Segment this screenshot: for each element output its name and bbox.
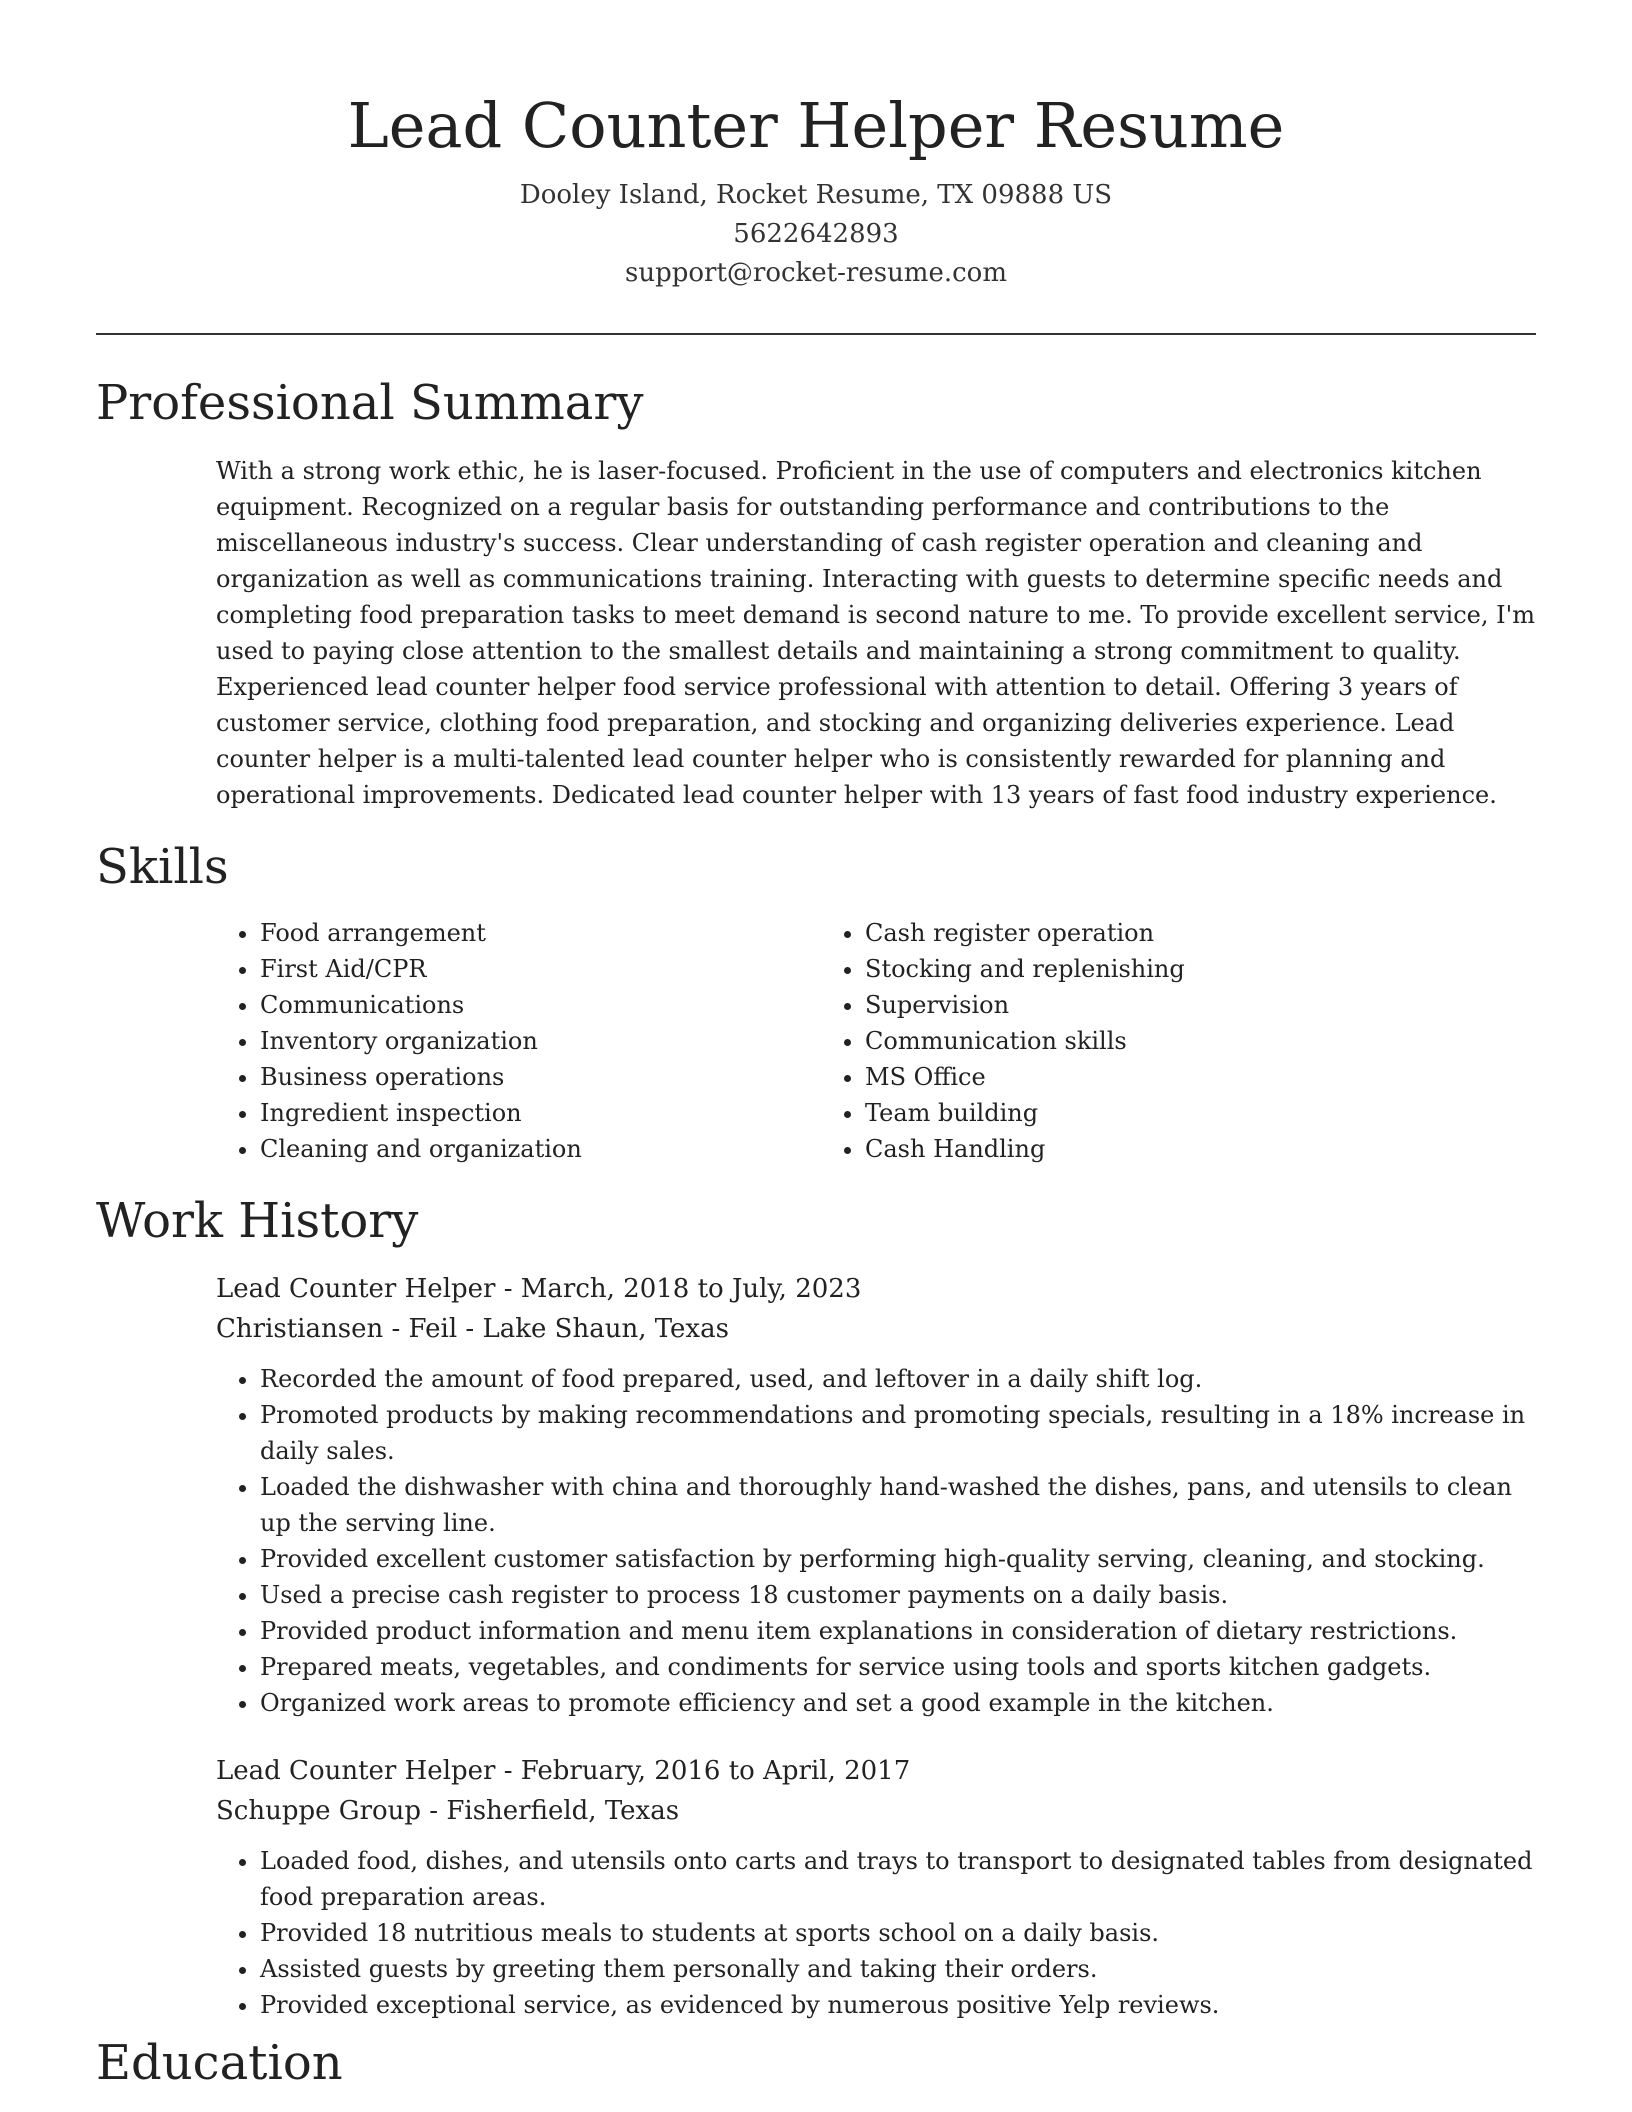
skill-item: • Cleaning and organization: [260, 1131, 821, 1167]
resume-header: [96, 0, 1536, 293]
skill-item: • Team building: [865, 1095, 1426, 1131]
job-duty-item: • Loaded the dishwasher with china and thoroughly hand-washed the dishes, pans, and utensils to clean up the serving line.: [260, 1469, 1536, 1541]
job-duties-list: [216, 1843, 1536, 2023]
skill-item: • Inventory organization: [260, 1023, 821, 1059]
job-duty-item: • Loaded food, dishes, and utensils onto carts and trays to transport to designated tables from designated food preparation areas.: [260, 1843, 1536, 1915]
skill-item: • Supervision: [865, 987, 1426, 1023]
skill-item: • Communication skills: [865, 1023, 1426, 1059]
job-duties-list: [216, 1361, 1536, 1721]
skill-item: • MS Office: [865, 1059, 1426, 1095]
skills-list-left: [216, 915, 821, 1167]
job-duty-item: • Provided excellent customer satisfaction by performing high-quality serving, cleaning, and stocking.: [260, 1541, 1536, 1577]
contact-email: support@rocket-resume.com: [624, 258, 1007, 288]
job-duty-item: • Assisted guests by greeting them personally and taking their orders.: [260, 1951, 1536, 1987]
work-history-heading: Work History: [96, 1193, 419, 1249]
contact-block: [96, 176, 1536, 293]
job-employer-location: Schuppe Group - Fisherfield, Texas: [216, 1796, 680, 1826]
skill-item: • Food arrangement: [260, 915, 821, 951]
resume-title: Lead Counter Helper Resume: [347, 89, 1285, 162]
skill-item: • Stocking and replenishing: [865, 951, 1426, 987]
job-duty-item: • Prepared meats, vegetables, and condiments for service using tools and sports kitchen gadgets.: [260, 1649, 1536, 1685]
contact-address: Dooley Island, Rocket Resume, TX 09888 US: [519, 180, 1113, 210]
skills-list-right: [821, 915, 1426, 1167]
skill-item: • Business operations: [260, 1059, 821, 1095]
skills-section: [96, 915, 1536, 1167]
job-duty-item: • Provided exceptional service, as evidenced by numerous positive Yelp reviews.: [260, 1987, 1536, 2023]
job-employer-location: Christiansen - Feil - Lake Shaun, Texas: [216, 1314, 729, 1344]
job-entry: [96, 1751, 1536, 2023]
summary-text: With a strong work ethic, he is laser-focused. Proficient in the use of computers and electronics kitchen equipment. Recognized on a regular basis for outstanding performance and contributions to the miscellaneous industry's success. Clear understanding of cash register operation and cleaning and organization as well as communications training. Interacting with guests to determine specific needs and completing food preparation tasks to meet demand is second nature to me. To provide excellent service, I'm used to paying close attention to the smallest details and maintaining a strong commitment to quality. Experienced lead counter helper food service professional with attention to detail. Offering 3 years of customer service, clothing food preparation, and stocking and organizing deliveries experience. Lead counter helper is a multi-talented lead counter helper who is consistently rewarded for planning and operational improvements. Dedicated lead counter helper with 13 years of fast food industry experience.: [216, 457, 1535, 809]
skill-item: • Cash register operation: [865, 915, 1426, 951]
job-duty-item: • Organized work areas to promote efficiency and set a good example in the kitchen.: [260, 1685, 1536, 1721]
job-duty-item: • Promoted products by making recommendations and promoting specials, resulting in a 18% increase in daily sales.: [260, 1397, 1536, 1469]
summary-section: [96, 453, 1536, 813]
job-entry: [96, 1269, 1536, 1721]
skill-item: • Ingredient inspection: [260, 1095, 821, 1131]
skill-item: • Cash Handling: [865, 1131, 1426, 1167]
job-duty-item: • Used a precise cash register to process 18 customer payments on a daily basis.: [260, 1577, 1536, 1613]
education-heading: Education: [96, 2035, 343, 2091]
job-duty-item: • Provided 18 nutritious meals to students at sports school on a daily basis.: [260, 1915, 1536, 1951]
header-divider: [96, 333, 1536, 335]
resume-page: [96, 0, 1536, 2095]
skills-heading: Skills: [96, 839, 229, 895]
job-title-dates: Lead Counter Helper - March, 2018 to July, 2023: [216, 1274, 862, 1304]
job-duty-item: • Provided product information and menu item explanations in consideration of dietary restrictions.: [260, 1613, 1536, 1649]
summary-heading: Professional Summary: [96, 375, 644, 431]
job-duty-item: • Recorded the amount of food prepared, used, and leftover in a daily shift log.: [260, 1361, 1536, 1397]
skill-item: • Communications: [260, 987, 821, 1023]
skill-item: • First Aid/CPR: [260, 951, 821, 987]
contact-phone: 5622642893: [733, 219, 899, 249]
job-title-dates: Lead Counter Helper - February, 2016 to April, 2017: [216, 1756, 911, 1786]
